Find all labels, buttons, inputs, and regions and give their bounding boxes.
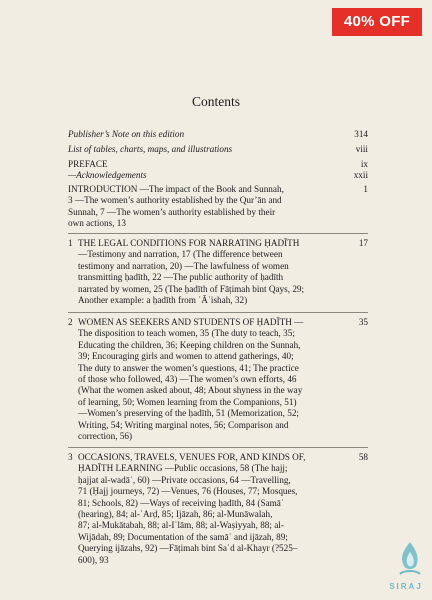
flame-logo-icon [392,540,428,580]
section-divider [68,312,368,313]
toc-entry-page: 58 [358,452,368,462]
chapter-number: 2 [68,317,73,327]
siraj-logo-text: SIRAJ [389,582,423,591]
chapter-number: 1 [68,238,73,248]
toc-entry-page: 314 [354,129,368,139]
toc-entry-text: INTRODUCTION —The impact of the Book and Sunnah, 3 —The women’s authority established by the Qur’ān and Sunnah, 7 —The women’s authority established by their own actions, 13 [68,184,284,229]
toc-chapter-3 [68,452,368,570]
toc-entry-page: ix [360,159,368,169]
toc-entry-page: viii [355,144,368,154]
section-divider [68,447,368,448]
toc-introduction [68,184,368,234]
toc-entry-title: PREFACE [68,159,108,169]
toc-entry-title: List of tables, charts, maps, and illustrations [68,144,233,154]
toc-entry-text: THE LEGAL CONDITIONS FOR NARRATING ḤADĪTH —Testimony and narration, 17 (The difference between testimony and narration, 20) —The lawfulness of women transmitting ḥadīth, 22 —The public authority of ḥadīth narrated by women, 25 (The ḥadīth of Fāṭimah bint Qays, 29; Another example: a ḥadīth from ʿĀʾishah, 32) [78,238,305,306]
toc-entry-text: OCCASIONS, TRAVELS, VENUES FOR, AND KINDS OF, ḤADĪTH LEARNING —Public occasions, 58 (The hajj; ḥajjat al-wadāʿ, 60) —Private occasions, 64 —Travelling, 71 (Ḥajj journeys, 72) —Venues, 76 (Houses, 77; Mosques, 81; Schools, 82) —Ways of receiving ḥadīth, 84 (Samāʿ (hearing), 84; al-ʿArḍ, 85; Ijāzah, 86; al-Munāwalah, 87; al-Mukātabah, 88; al-Iʿlām, 88; al-Waṣiyyah, 88; al- Wijādah, 89; Documentation of the samāʿ and ijāzah, 89; Querying ijāzahs, 92) —Fāṭimah bint Saʿd al-Khayr (?525– 600), 93 [78,452,306,565]
chapter-number: 3 [68,452,73,462]
toc-chapter-2 [68,317,368,445]
toc-entry-page: xxii [353,170,368,180]
toc-entry-title: Publisher’s Note on this edition [68,129,185,139]
toc-entry-text: WOMEN AS SEEKERS AND STUDENTS OF ḤADĪTH — The disposition to teach women, 35 (The duty to teach, 35; Educating the children, 36; Keeping children on the Sunnah, 39; Encouraging girls and women to attend gatherings, 40; The duty to answer the women’s questions, 41; The practice of those who followed, 43) —The women’s own efforts, 46 (What the women asked about, 48; About shyness in the way of learning, 50; Women learning from the Companions, 51) —Women’s preserving of the ḥadīth, 51 (Memorization, 52; Writing, 54; Writing marginal notes, 56; Comparison and correction, 56) [78,317,304,442]
toc-entry-page: 1 [363,184,368,194]
toc-entry-page: 17 [358,238,368,248]
toc-entry-page: 35 [358,317,368,327]
page-title: Contents [191,94,240,109]
section-divider [68,233,368,234]
toc-chapter-1 [68,238,368,308]
discount-badge: 40% OFF [332,8,422,36]
toc-entry-title: —Acknowledgements [68,170,147,180]
